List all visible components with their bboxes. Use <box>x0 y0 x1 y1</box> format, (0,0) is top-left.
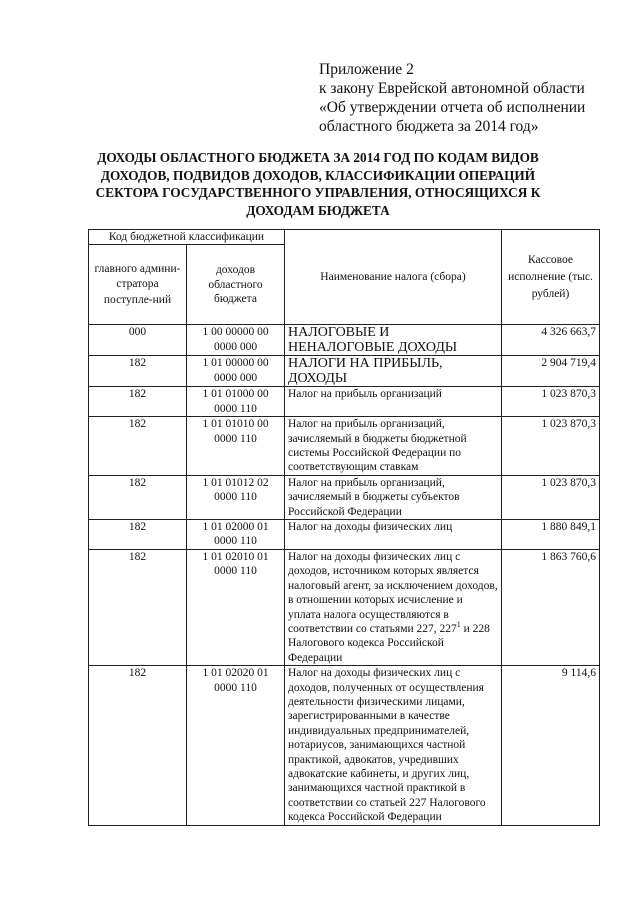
amount: 4 326 663,7 <box>502 325 600 356</box>
table-row <box>89 356 600 387</box>
admin-code: 000 <box>89 325 187 356</box>
amount: 2 904 719,4 <box>502 356 600 387</box>
admin-code-header: главного админи-стратора поступле-ний <box>89 245 187 325</box>
amount: 9 114,6 <box>502 666 600 825</box>
table-row <box>89 475 600 519</box>
amount: 1 023 870,3 <box>502 387 600 417</box>
income-code: 1 01 01012 02 0000 110 <box>187 475 285 519</box>
tax-name-header: Наименование налога (сбора) <box>285 230 502 325</box>
tax-name <box>285 549 502 665</box>
income-code: 1 01 02010 01 0000 110 <box>187 549 285 665</box>
income-code: 1 01 01000 00 0000 110 <box>187 387 285 417</box>
table-row <box>89 325 600 356</box>
appendix-header <box>319 60 585 136</box>
appendix-line: Приложение 2 <box>319 61 414 78</box>
table-row <box>89 417 600 476</box>
tax-name: Налог на прибыль организаций <box>285 387 502 417</box>
amount: 1 023 870,3 <box>502 475 600 519</box>
income-code: 1 00 00000 00 0000 000 <box>187 325 285 356</box>
table-row <box>89 387 600 417</box>
admin-code: 182 <box>89 520 187 550</box>
table-row <box>89 549 600 665</box>
table-header-row <box>89 230 600 245</box>
amount: 1 863 760,6 <box>502 549 600 665</box>
tax-name: Налог на доходы физических лиц с доходов, полученных от осуществления деятельности физическими лицами, зарегистрированными в качестве индивидуальных предпринимателей, нотариусов, занимающихся частной практикой, адвокатов, учредивших адвокатские кабинеты, и других лиц, занимающихся частной практикой в соответствии со статьей 227 Налогового кодекса Российской Федерации <box>285 666 502 825</box>
amount: 1 880 849,1 <box>502 520 600 550</box>
article-superscript: 1 <box>456 620 461 630</box>
admin-code: 182 <box>89 417 187 476</box>
amount: 1 023 870,3 <box>502 417 600 476</box>
income-code: 1 01 02000 01 0000 110 <box>187 520 285 550</box>
appendix-line: «Об утверждении отчета об исполнении <box>319 99 586 116</box>
admin-code: 182 <box>89 475 187 519</box>
admin-code: 182 <box>89 549 187 665</box>
income-code: 1 01 02020 01 0000 110 <box>187 666 285 825</box>
income-code: 1 01 01010 00 0000 110 <box>187 417 285 476</box>
table-row <box>89 666 600 825</box>
budget-classification-header: Код бюджетной классификации <box>89 230 285 245</box>
admin-code: 182 <box>89 356 187 387</box>
income-code-header: доходов областного бюджета <box>187 245 285 325</box>
tax-name: Налог на прибыль организаций, зачисляемый в бюджеты бюджетной системы Российской Федерации по соответствующим ставкам <box>285 417 502 476</box>
admin-code: 182 <box>89 666 187 825</box>
tax-name: Налог на прибыль организаций, зачисляемый в бюджеты субъектов Российской Федерации <box>285 475 502 519</box>
tax-name-part: Налог на доходы физических лиц с доходов, источником которых является налоговый агент, за исключением доходов, в отношении которых исчисление и уплата налога осуществляются в соответствии со статьями 227, 227 <box>288 550 498 635</box>
appendix-line: к закону Еврейской автономной области <box>319 80 585 97</box>
amount-header: Кассовое исполнение (тыс. рублей) <box>502 230 600 325</box>
admin-code: 182 <box>89 387 187 417</box>
document-title: ДОХОДЫ ОБЛАСТНОГО БЮДЖЕТА ЗА 2014 ГОД ПО КОДАМ ВИДОВ ДОХОДОВ, ПОДВИДОВ ДОХОДОВ, КЛАССИФИКАЦИИ ОПЕРАЦИЙ СЕКТОРА ГОСУДАРСТВЕННОГО УПРАВЛЕНИЯ, ОТНОСЯЩИХСЯ К ДОХОДАМ БЮДЖЕТА <box>95 150 541 218</box>
tax-name: Налог на доходы физических лиц <box>285 520 502 550</box>
tax-name-part: и 228 Налогового кодекса Российской Федерации <box>288 622 490 664</box>
tax-name: НАЛОГИ НА ПРИБЫЛЬ, ДОХОДЫ <box>285 356 502 387</box>
appendix-line: областного бюджета за 2014 год» <box>319 118 539 135</box>
tax-name: НАЛОГОВЫЕ И НЕНАЛОГОВЫЕ ДОХОДЫ <box>285 325 502 356</box>
table-row <box>89 520 600 550</box>
income-code: 1 01 00000 00 0000 000 <box>187 356 285 387</box>
revenue-table <box>88 229 600 826</box>
